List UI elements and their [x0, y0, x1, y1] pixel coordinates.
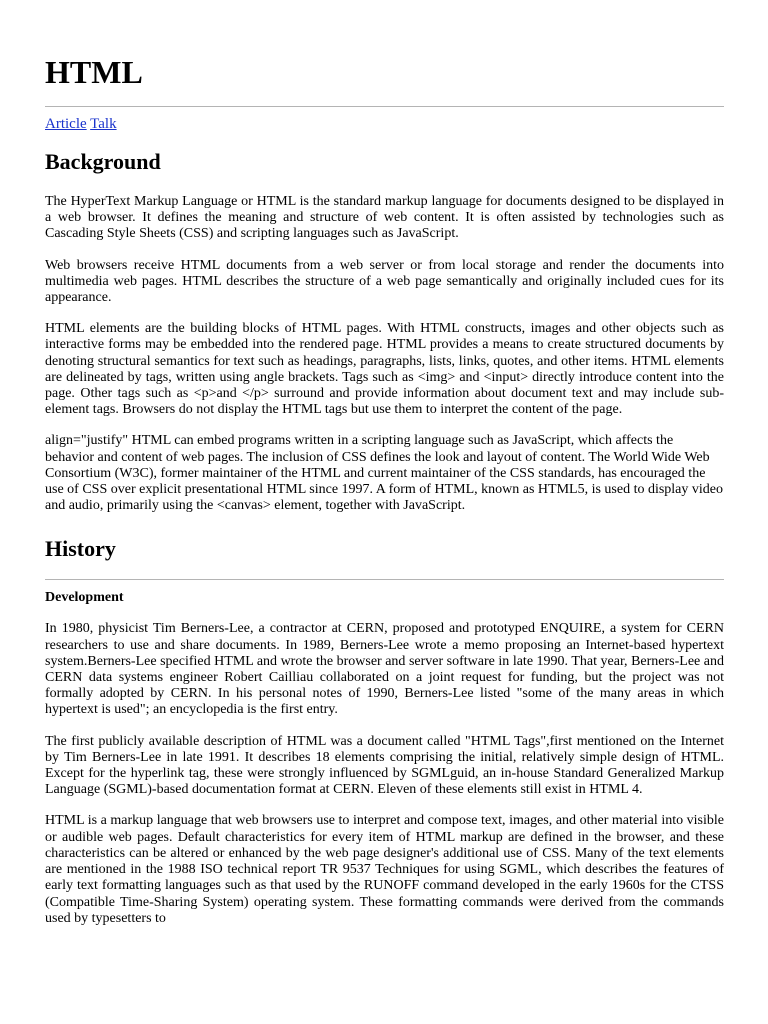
paragraph: Web browsers receive HTML documents from a web server or from local storage and render the documents into multimedia web pages. HTML describes the structure of a web page semantically and originally included cues for its appearance.: [45, 257, 724, 306]
page-title: HTML: [45, 54, 143, 90]
article-content: [45, 0, 724, 927]
article-tabs: [45, 115, 724, 133]
paragraph: The HyperText Markup Language or HTML is the standard markup language for documents designed to be displayed in a web browser. It defines the meaning and structure of web content. It is often assisted by technologies such as Cascading Style Sheets (CSS) and scripting languages such as JavaScript.: [45, 194, 724, 242]
paragraph: HTML is a markup language that web browsers use to interpret and compose text, images, and other material into visible or audible web pages. Default characteristics for every item of HTML markup are defined in the browser, and these characteristics can be altered or enhanced by the web page designer's additional use of CSS. Many of the text elements are mentioned in the 1988 ISO technical report TR 9537 Techniques for using SGML, which describes the features of early text formatting languages such as that used by the RUNOFF command developed in the early 1960s for the CTSS (Compatible Time-Sharing System) operating system. These formatting commands were derived from the commands used by typesetters to: [45, 813, 724, 926]
tab-talk[interactable]: Talk: [90, 116, 117, 132]
section-heading-background: Background: [45, 149, 161, 174]
section-heading-history: History: [45, 536, 116, 562]
title-divider: [45, 106, 724, 107]
paragraph: HTML elements are the building blocks of HTML pages. With HTML constructs, images and other objects such as interactive forms may be embedded into the rendered page. HTML provides a means to create structured documents by denoting structural semantics for text such as headings, paragraphs, lists, links, quotes, and other items. HTML elements are delineated by tags, written using angle brackets. Tags such as <img> and <input> directly introduce content into the page. Other tags such as <p>and </p> surround and provide information about document text and may include sub-element tags. Browsers do not display the HTML tags but use them to interpret the content of the page.: [45, 321, 724, 418]
paragraph: The first publicly available description of HTML was a document called "HTML Tags",first mentioned on the Internet by Tim Berners-Lee in late 1991. It describes 18 elements comprising the initial, relatively simple design of HTML. Except for the hyperlink tag, these were strongly influenced by SGMLguid, an in-house Standard Generalized Markup Language (SGML)-based documentation format at CERN. Eleven of these elements still exist in HTML 4.: [45, 733, 724, 798]
paragraph: In 1980, physicist Tim Berners-Lee, a contractor at CERN, proposed and prototyped ENQUIRE, a system for CERN researchers to use and share documents. In 1989, Berners-Lee wrote a memo proposing an Internet-based hypertext system.Berners-Lee specified HTML and wrote the browser and server software in late 1990. That year, Berners-Lee and CERN data systems engineer Robert Cailliau collaborated on a joint request for funding, but the project was not formally adopted by CERN. In his personal notes of 1990, Berners-Lee listed "some of the many areas in which hypertext is used"; an encyclopedia is the first entry.: [45, 621, 724, 718]
subheading-development: Development: [45, 590, 124, 606]
tab-article[interactable]: Article: [45, 116, 87, 132]
section-divider: [45, 579, 724, 580]
paragraph: align="justify" HTML can embed programs written in a scripting language such as JavaScript, which affects the behavior and content of web pages. The inclusion of CSS defines the look and layout of content. The World Wide Web Consortium (W3C), former maintainer of the HTML and current maintainer of the CSS standards, has encouraged the use of CSS over explicit presentational HTML since 1997. A form of HTML, known as HTML5, is used to display video and audio, primarily using the <canvas> element, together with JavaScript.: [45, 433, 724, 514]
